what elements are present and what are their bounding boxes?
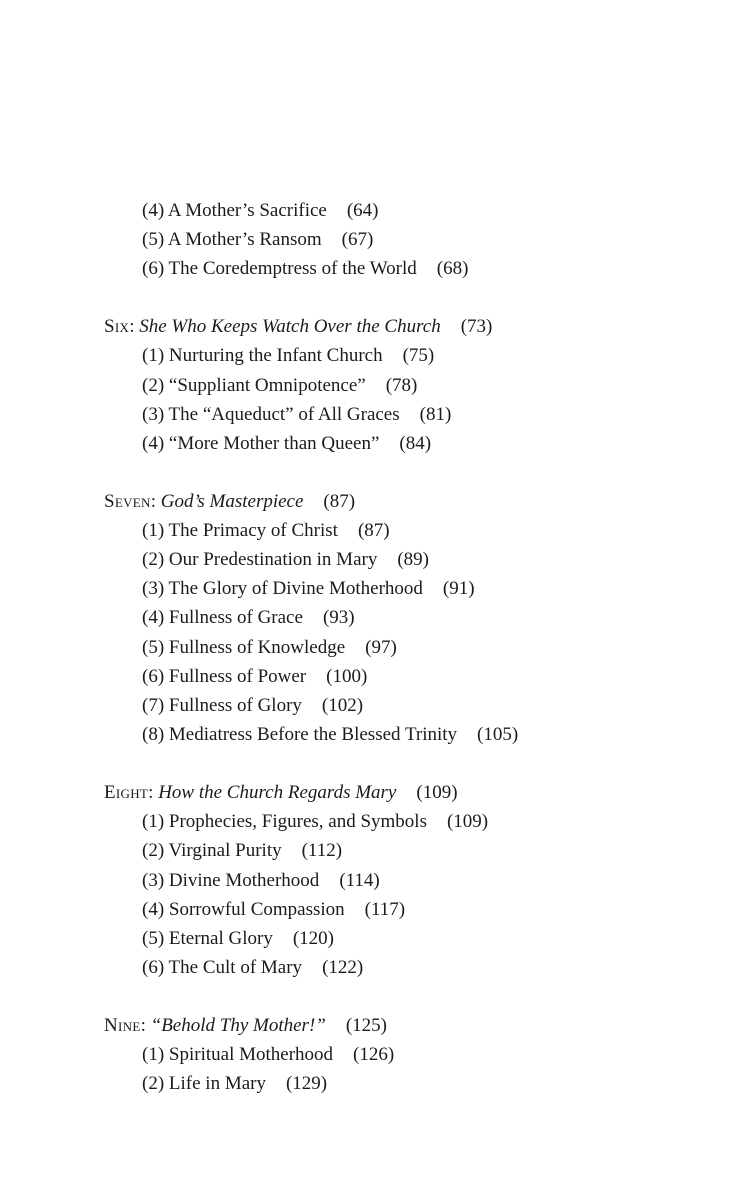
entry-page: (78) — [385, 374, 418, 396]
chapter-title: She Who Keeps Watch Over the Church — [139, 316, 441, 338]
entry-page: (68) — [436, 258, 469, 280]
entry-page: (122) — [322, 957, 364, 979]
toc-entry — [0, 429, 750, 458]
entry-page: (91) — [442, 578, 475, 600]
entry-title: (3) The Glory of Divine Motherhood — [142, 578, 423, 600]
entry-title: (6) Fullness of Power — [142, 665, 307, 687]
toc-entry — [0, 225, 750, 254]
entry-page: (81) — [419, 403, 452, 425]
entry-page: (97) — [365, 636, 397, 658]
chapter-heading — [0, 487, 750, 516]
toc-entry — [0, 1069, 750, 1098]
spacer — [0, 982, 750, 1011]
toc-entry — [0, 895, 750, 924]
toc-entry — [0, 371, 750, 400]
chapter-heading — [0, 778, 750, 807]
entry-page: (109) — [446, 811, 489, 833]
entry-page: (105) — [477, 724, 519, 746]
toc-entry — [0, 574, 750, 603]
spacer — [0, 284, 750, 313]
entry-title: (2) “Suppliant Omnipotence” — [142, 374, 366, 396]
entry-title: (5) Eternal Glory — [142, 927, 273, 949]
entry-title: (4) Sorrowful Compassion — [142, 898, 345, 920]
entry-page: (64) — [346, 200, 379, 221]
entry-page: (84) — [399, 432, 432, 454]
entry-title: (8) Mediatress Before the Blessed Trinity — [142, 724, 458, 746]
toc-entry — [0, 254, 750, 283]
chapter-number: Nine — [104, 1014, 141, 1036]
entry-title: (1) The Primacy of Christ — [142, 519, 338, 541]
spacer — [0, 749, 750, 778]
entry-title: (4) Fullness of Grace — [142, 607, 303, 629]
entry-title: (4) “More Mother than Queen” — [142, 432, 380, 454]
entry-page: (67) — [341, 229, 374, 251]
entry-page: (112) — [301, 840, 343, 862]
chapter-heading — [0, 312, 750, 341]
chapter-separator: : — [140, 1014, 146, 1036]
toc-entry — [0, 836, 750, 865]
entry-page: (75) — [402, 345, 435, 367]
chapter-heading — [0, 1011, 750, 1040]
chapter-page: (87) — [323, 490, 356, 512]
spacer — [0, 458, 750, 487]
entry-title: (2) Life in Mary — [142, 1073, 266, 1095]
entry-title: (2) Virginal Purity — [142, 840, 282, 862]
toc-entry — [0, 196, 750, 225]
toc-entry — [0, 691, 750, 720]
chapter-page: (73) — [460, 316, 493, 338]
entry-title: (1) Nurturing the Infant Church — [142, 345, 383, 367]
entry-title: (5) A Mother’s Ransom — [142, 229, 322, 251]
chapter-number: Six — [104, 316, 130, 338]
toc-entry — [0, 1040, 750, 1069]
toc-entry — [0, 341, 750, 370]
entry-page: (117) — [364, 898, 406, 920]
toc-entry — [0, 953, 750, 982]
toc-entry — [0, 924, 750, 953]
chapter-title: God’s Masterpiece — [160, 490, 304, 512]
entry-title: (5) Fullness of Knowledge — [142, 636, 346, 658]
entry-page: (87) — [357, 519, 390, 541]
entry-title: (3) The “Aqueduct” of All Graces — [142, 403, 400, 425]
entry-title: (6) The Coredemptress of the World — [142, 258, 417, 280]
entry-page: (120) — [292, 927, 334, 949]
entry-title: (3) Divine Motherhood — [142, 869, 320, 891]
toc-entry — [0, 866, 750, 895]
toc-entry — [0, 400, 750, 429]
toc-entry — [0, 603, 750, 632]
entry-page: (129) — [285, 1073, 328, 1095]
chapter-title: How the Church Regards Mary — [158, 781, 397, 803]
entry-title: (1) Prophecies, Figures, and Symbols — [142, 811, 427, 833]
entry-page: (89) — [397, 549, 429, 571]
toc-entry — [0, 807, 750, 836]
entry-page: (102) — [321, 695, 364, 716]
toc-entry — [0, 662, 750, 691]
toc-entry — [0, 720, 750, 749]
entry-title: (2) Our Predestination in Mary — [142, 549, 378, 571]
entry-title: (7) Fullness of Glory — [142, 695, 302, 716]
chapter-number: Eight — [104, 781, 149, 803]
chapter-separator: : — [150, 490, 157, 512]
toc-entry — [0, 545, 750, 574]
chapter-separator: : — [129, 316, 135, 338]
entry-page: (114) — [339, 869, 380, 891]
entry-title: (1) Spiritual Motherhood — [142, 1044, 334, 1066]
entry-title: (6) The Cult of Mary — [142, 957, 303, 979]
chapter-title: “Behold Thy Mother!” — [150, 1014, 326, 1036]
entry-page: (93) — [322, 607, 355, 629]
entry-page: (100) — [326, 665, 368, 687]
chapter-page: (125) — [345, 1014, 387, 1036]
table-of-contents — [0, 196, 750, 1098]
toc-entry — [0, 516, 750, 545]
chapter-separator: : — [148, 781, 154, 803]
entry-title: (4) A Mother’s Sacrifice — [142, 200, 327, 221]
chapter-number: Seven — [104, 490, 151, 512]
entry-page: (126) — [353, 1044, 395, 1066]
chapter-page: (109) — [416, 781, 458, 803]
toc-entry — [0, 633, 750, 662]
